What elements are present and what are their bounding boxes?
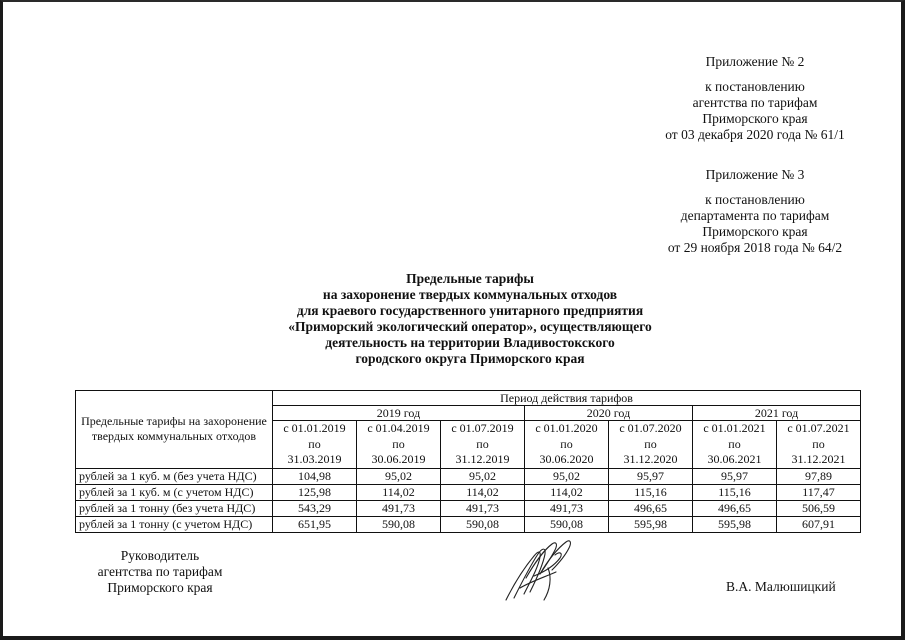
period-to: 31.12.2020 [623, 452, 678, 466]
signatory-position [85, 548, 235, 596]
title-line: для краевого государственного унитарного предприятия [296, 303, 644, 318]
tariff-value: 590,08 [441, 516, 525, 532]
period-from: с 01.01.2020 [535, 421, 598, 435]
period-word: по [812, 436, 825, 451]
tariff-value: 104,98 [273, 468, 357, 484]
appendix-3-line: департамента по тарифам [680, 208, 830, 223]
signatory-position-line: Приморского края [107, 580, 213, 595]
tariff-value: 114,02 [357, 484, 441, 500]
period-cell [693, 421, 777, 469]
title-line: городского округа Приморского края [355, 351, 585, 366]
tariff-value: 95,02 [441, 468, 525, 484]
title-line: деятельность на территории Владивостокского [325, 335, 615, 350]
tariff-value: 506,59 [777, 500, 861, 516]
tariff-value: 491,73 [441, 500, 525, 516]
period-word: по [476, 436, 489, 451]
document-title [180, 271, 760, 367]
period-cell [441, 421, 525, 469]
appendix-2-header [625, 54, 885, 143]
tariff-value: 651,95 [273, 516, 357, 532]
tariff-value: 95,02 [357, 468, 441, 484]
table-row [76, 468, 861, 484]
tariff-value: 97,89 [777, 468, 861, 484]
period-to: 30.06.2021 [707, 452, 762, 466]
year-header: 2021 год [693, 406, 861, 421]
tariff-value: 595,98 [609, 516, 693, 532]
appendix-3-header [625, 167, 885, 256]
tariff-value: 125,98 [273, 484, 357, 500]
period-to: 30.06.2019 [371, 452, 426, 466]
period-to: 30.06.2020 [539, 452, 594, 466]
appendix-2-line: Приморского края [702, 111, 808, 126]
tariff-value: 491,73 [525, 500, 609, 516]
tariff-value: 115,16 [693, 484, 777, 500]
tariff-value: 114,02 [525, 484, 609, 500]
period-word: по [392, 436, 405, 451]
table-row [76, 516, 861, 532]
tariff-value: 95,02 [525, 468, 609, 484]
title-line: «Приморский экологический оператор», осуществляющего [288, 319, 652, 334]
title-line: на захоронение твердых коммунальных отходов [322, 287, 618, 302]
period-to: 31.03.2019 [287, 452, 342, 466]
appendix-2-line: от 03 декабря 2020 года № 61/1 [665, 127, 845, 142]
appendix-3-title: Приложение № 3 [705, 167, 805, 182]
tariff-value: 543,29 [273, 500, 357, 516]
appendix-3-line: от 29 ноября 2018 года № 64/2 [667, 240, 843, 255]
tariff-value: 496,65 [693, 500, 777, 516]
tariff-table [75, 390, 861, 533]
period-word: по [560, 436, 573, 451]
period-word: по [644, 436, 657, 451]
row-label: рублей за 1 тонну (с учетом НДС) [76, 516, 273, 532]
row-label: рублей за 1 тонну (без учета НДС) [76, 500, 273, 516]
period-from: с 01.07.2020 [619, 421, 682, 435]
tariff-value: 95,97 [609, 468, 693, 484]
period-from: с 01.07.2019 [451, 421, 514, 435]
period-word: по [728, 436, 741, 451]
period-from: с 01.01.2019 [283, 421, 346, 435]
appendix-3-line: к постановлению [705, 192, 805, 207]
table-row [76, 484, 861, 500]
appendix-2-line: агентства по тарифам [692, 95, 818, 110]
signatory-name: В.А. Малюшицкий [726, 579, 836, 594]
period-cell [273, 421, 357, 469]
tariff-value: 595,98 [693, 516, 777, 532]
appendix-3-line: Приморского края [702, 224, 808, 239]
tariff-value: 607,91 [777, 516, 861, 532]
handwritten-signature [500, 538, 580, 608]
signatory-position-line: агентства по тарифам [97, 564, 223, 579]
table-row [76, 500, 861, 516]
period-word: по [308, 436, 321, 451]
period-to: 31.12.2021 [791, 452, 846, 466]
period-cell [777, 421, 861, 469]
period-from: с 01.07.2021 [787, 421, 850, 435]
tariff-value: 491,73 [357, 500, 441, 516]
row-label: рублей за 1 куб. м (без учета НДС) [76, 468, 273, 484]
appendix-2-title: Приложение № 2 [705, 54, 805, 69]
tariff-value: 117,47 [777, 484, 861, 500]
tariff-value: 115,16 [609, 484, 693, 500]
period-cell [609, 421, 693, 469]
year-header: 2020 год [525, 406, 693, 421]
tariff-value: 496,65 [609, 500, 693, 516]
table-corner-label: Предельные тарифы на захоронение твердых коммунальных отходов [76, 391, 273, 469]
signatory-position-line: Руководитель [120, 548, 200, 563]
row-label: рублей за 1 куб. м (с учетом НДС) [76, 484, 273, 500]
tariff-value: 590,08 [357, 516, 441, 532]
appendix-2-line: к постановлению [705, 79, 805, 94]
tariff-value: 590,08 [525, 516, 609, 532]
period-cell [357, 421, 441, 469]
tariff-value: 114,02 [441, 484, 525, 500]
period-from: с 01.04.2019 [367, 421, 430, 435]
period-header: Период действия тарифов [273, 391, 861, 406]
year-header: 2019 год [273, 406, 525, 421]
tariff-value: 95,97 [693, 468, 777, 484]
period-cell [525, 421, 609, 469]
period-to: 31.12.2019 [455, 452, 510, 466]
period-from: с 01.01.2021 [703, 421, 766, 435]
title-line: Предельные тарифы [406, 271, 534, 286]
